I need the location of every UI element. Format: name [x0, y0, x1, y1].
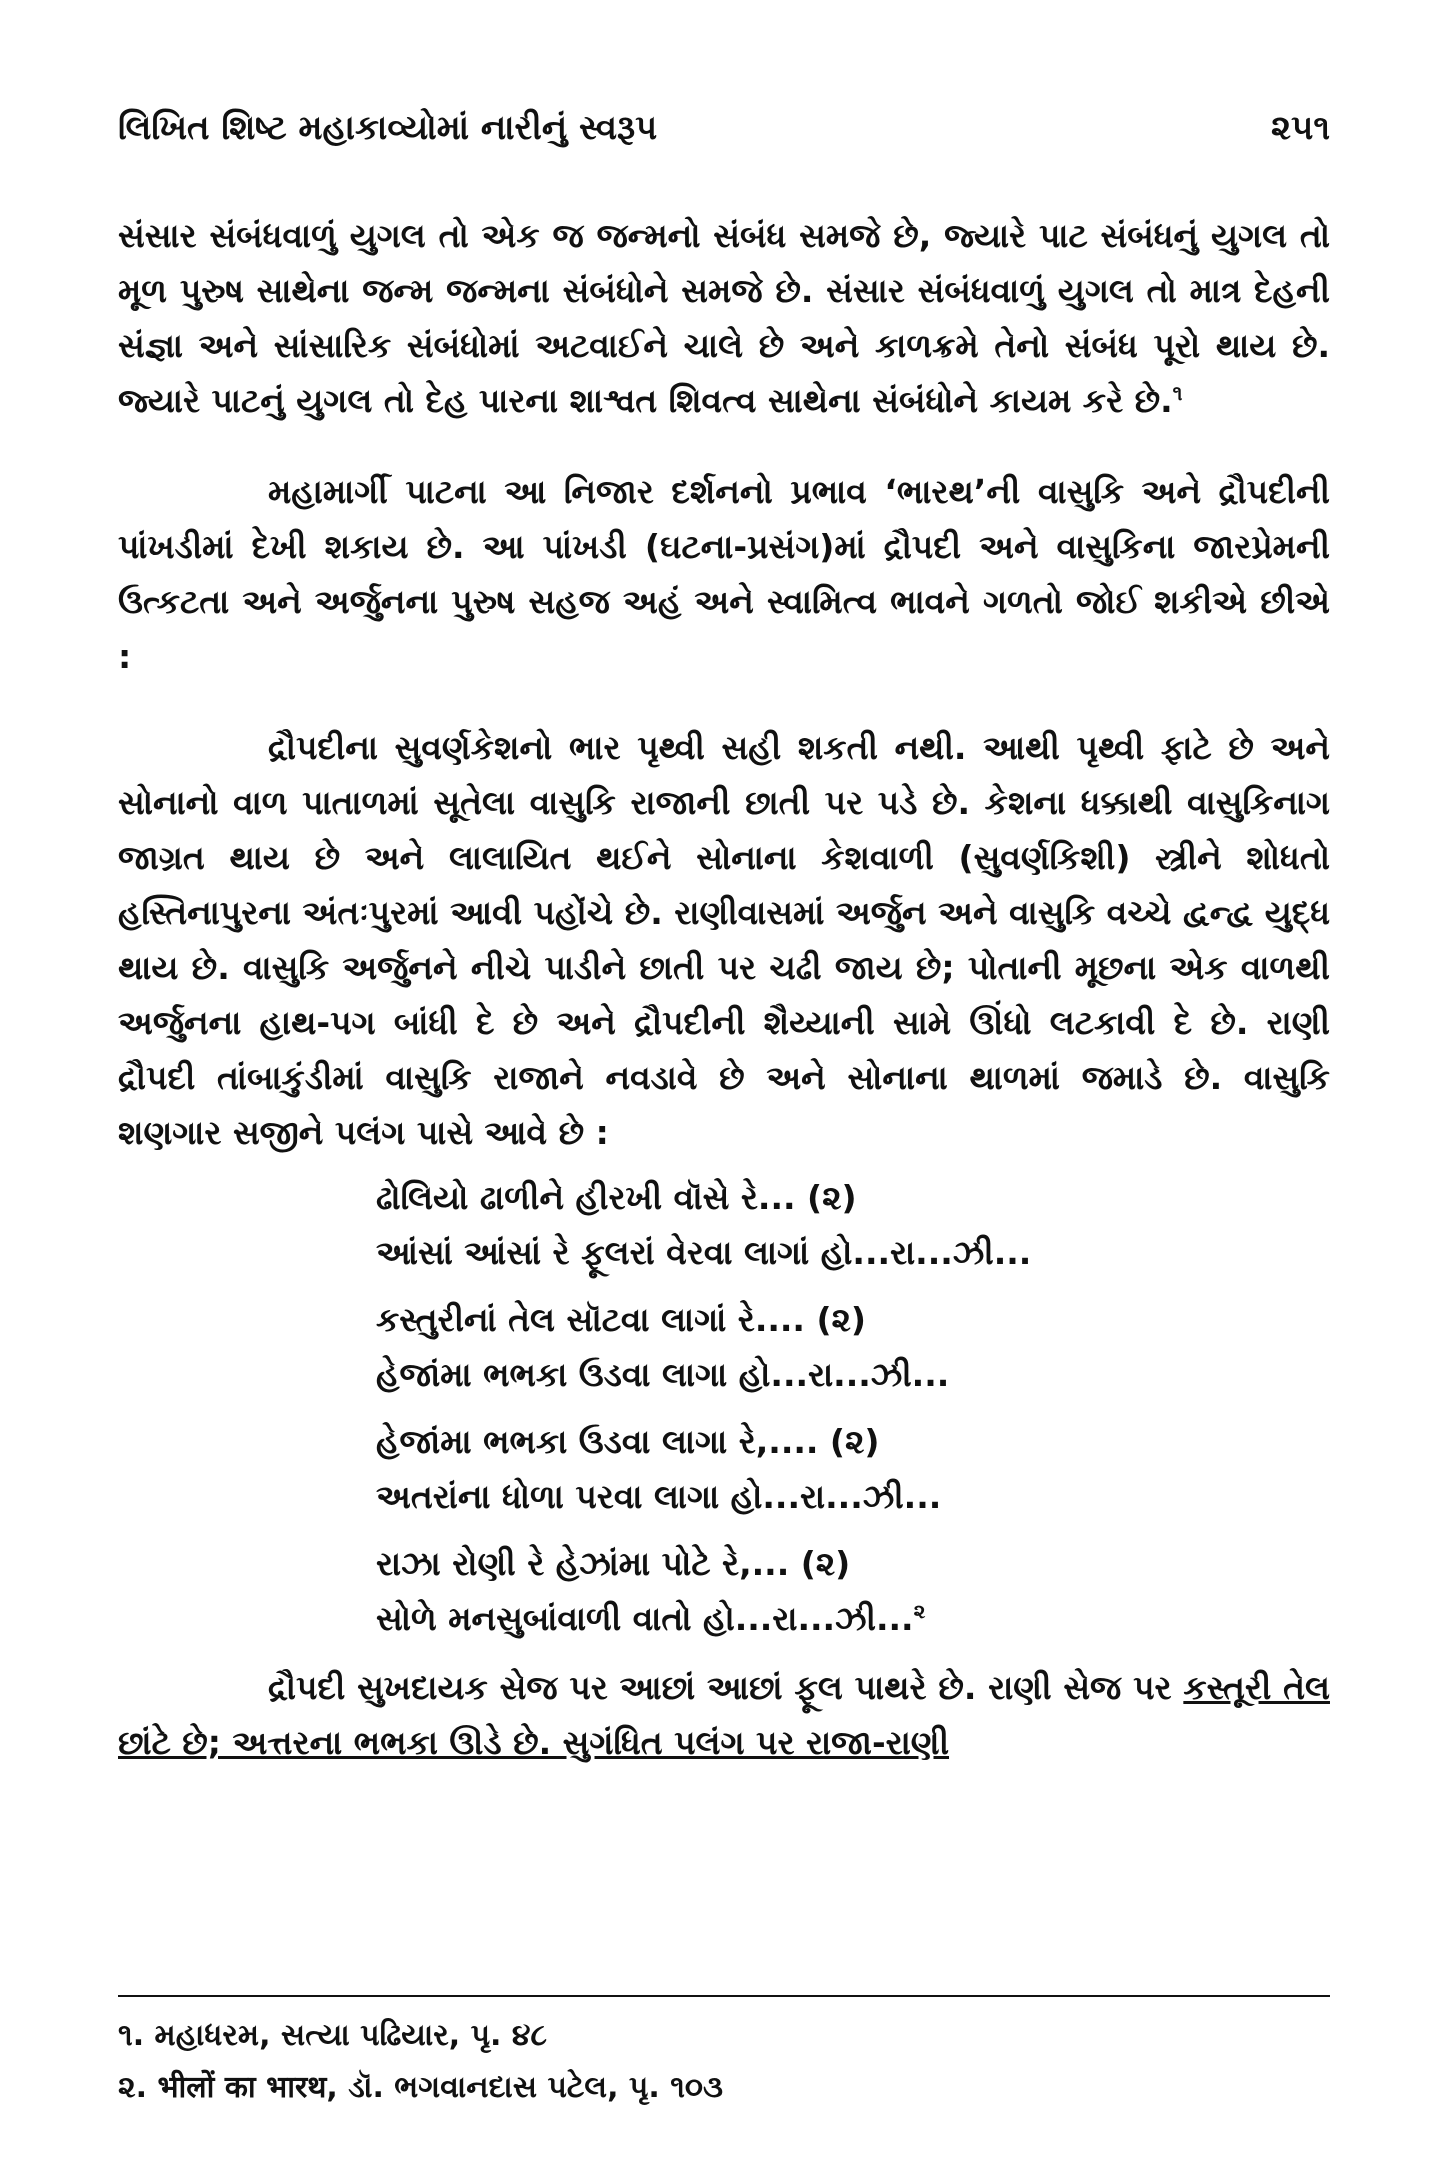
footnotes [118, 2010, 1330, 2114]
paragraph-3 [118, 720, 1330, 1160]
poem-line: અતરાંના ધોળા પરવા લાગા હો...રા...ઝી... [376, 1477, 942, 1516]
poem-line: હેજાંમા ભભકા ઉડવા લાગા હો...રા...ઝી... [376, 1355, 950, 1394]
paragraph-1-text: સંસાર સંબંધવાળું યુગલ તો એક જ જન્મનો સંબંધ સમજે છે, જ્યારે પાટ સંબંધનું યુગલ તો મૂળ પુરુષ સાથેના જન્મ જન્મના સંબંધોને સમજે છે. સંસાર સંબંધવાળું યુગલ તો માત્ર દેહની સંજ્ઞા અને સાંસારિક સંબંધોમાં અટવાઈને ચાલે છે અને કાળક્રમે તેનો સંબંધ પૂરો થાય છે. જ્યારે પાટનું યુગલ તો દેહ પારના શાશ્વત શિવત્વ સાથેના સંબંધોને કાયમ કરે છે. [118, 216, 1330, 420]
footnote-ref-1: ૧ [1172, 381, 1183, 405]
poem-line: હેજાંમા ભભકા ઉડવા લાગા રે,.... (૨) [376, 1422, 880, 1461]
footnote-2: ૨. भीलों का भारथ, ડૉ. ભગવાનદાસ પટેલ, પૃ. ૧૦૩ [118, 2070, 723, 2105]
closing-line-2: કસ્તૂરી તેલ છાંટે છે; અત્તરના ભભકા ઊડે છે. સુગંધિત પલંગ પર રાજા-રાણી [118, 1668, 1330, 1762]
stanza [376, 1170, 1330, 1280]
poem-line: આંસાં આંસાં રે ફૂલરાં વેરવા લાગાં હો...રા...ઝી... [376, 1233, 1032, 1272]
closing-line-1: દ્રૌપદી સુખદાયક સેજ પર આછાં આછાં ફૂલ પાથરે છે. રાણી સેજ પર [268, 1668, 1172, 1707]
page-number: ૨૫૧ [1271, 108, 1330, 148]
poem-line [376, 1591, 1330, 1646]
footnote-divider [118, 1995, 1330, 1997]
paragraph-3-text: દ્રૌપદીના સુવર્ણકેશનો ભાર પૃથ્વી સહી શકતી નથી. આથી પૃથ્વી ફાટે છે અને સોનાનો વાળ પાતાળમાં સૂતેલા વાસુકિ રાજાની છાતી પર પડે છે. કેશના ધક્કાથી વાસુકિનાગ જાગ્રત થાય છે અને લાલાયિત થઈને સોનાના કેશવાળી (સુવર્ણકિશી) સ્ત્રીને શોધતો હસ્તિનાપુરના અંતઃપુરમાં આવી પહોંચે છે. રાણીવાસમાં અર્જુન અને વાસુકિ વચ્ચે દ્વન્દ્વ યુદ્ધ થાય છે. વાસુકિ અર્જુનને નીચે પાડીને છાતી પર ચઢી જાય છે; પોતાની મૂછના એક વાળથી અર્જુનના હાથ-પગ બાંધી દે છે અને દ્રૌપદીની શૈય્યાની સામે ઊંધો લટકાવી દે છે. રાણી દ્રૌપદી તાંબાકુંડીમાં વાસુકિ રાજાને નવડાવે છે અને સોનાના થાળમાં જમાડે છે. વાસુકિ શણગાર સજીને પલંગ પાસે આવે છે : [118, 728, 1330, 1152]
footnote-ref-2: ૨ [913, 1599, 926, 1623]
poem-line-text: સોળે મનસુબાંવાળી વાતો હો...રા...ઝી... [376, 1599, 914, 1638]
paragraph-1 [118, 208, 1330, 428]
body-text [118, 208, 1330, 1770]
poem-line: રાઝા રોણી રે હેઝાંમા પોટે રે,... (૨) [376, 1544, 851, 1583]
running-header [118, 108, 1330, 168]
stanza [376, 1414, 1330, 1524]
poem-line: ઢોલિયો ઢાળીને હીરખી વૉસે રે... (૨) [376, 1178, 857, 1217]
stanza [376, 1536, 1330, 1646]
running-title: લિખિત શિષ્ટ મહાકાવ્યોમાં નારીનું સ્વરૂપ [118, 108, 658, 148]
closing-paragraph [118, 1660, 1330, 1770]
poem-line: કસ્તુરીનાં તેલ સૉટવા લાગાં રે.... (૨) [376, 1300, 866, 1339]
stanza [376, 1292, 1330, 1402]
paragraph-2-text: મહામાર્ગી પાટના આ નિજાર દર્શનનો પ્રભાવ ‘ભારથ’ની વાસુકિ અને દ્રૌપદીની પાંખડીમાં દેખી શકાય છે. આ પાંખડી (ઘટના-પ્રસંગ)માં દ્રૌપદી અને વાસુકિના જારપ્રેમની ઉત્કટતા અને અર્જુનના પુરુષ સહજ અહં અને સ્વામિત્વ ભાવને ગળતો જોઈ શકીએ છીએ : [118, 472, 1330, 676]
paragraph-2 [118, 464, 1330, 684]
footnote-1: ૧. મહાધરમ, સત્યા પઢિયાર, પૃ. ૪૮ [118, 2018, 547, 2053]
folk-song [376, 1170, 1330, 1646]
